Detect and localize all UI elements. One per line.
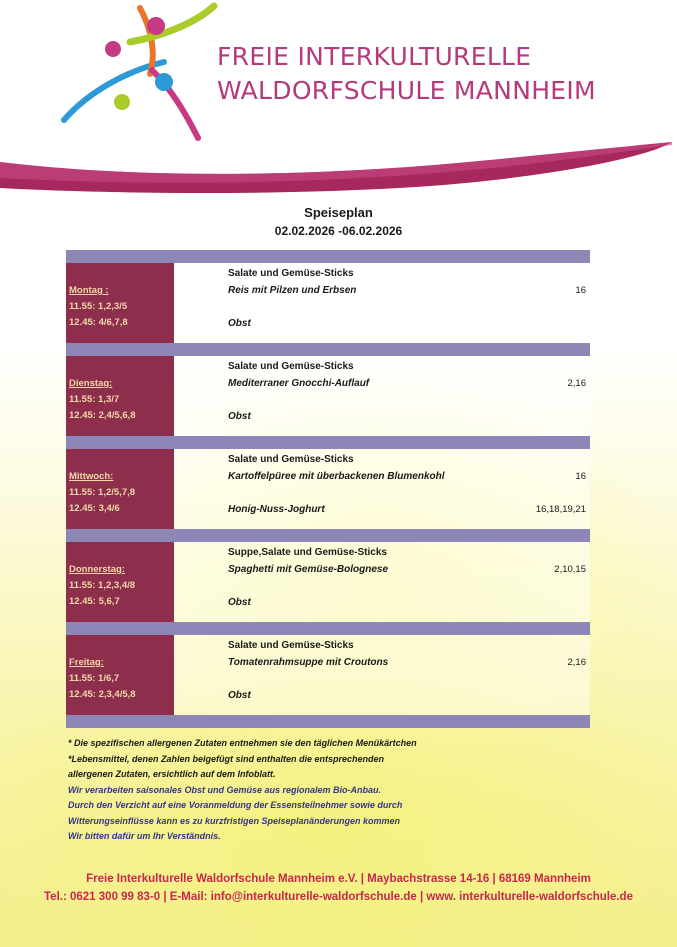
day-label-cell [66,449,174,529]
menu-dessert: Honig-Nuss-Joghurt [228,504,325,515]
day-row-montag [66,263,590,343]
header-swoosh [0,134,677,198]
note-line: *Lebensmittel, denen Zahlen beigefügt sind enthalten die entsprechenden [68,753,385,764]
day-name: Mittwoch: [69,471,114,482]
day-name: Dienstag: [69,378,113,389]
menu-dessert: Obst [228,411,251,422]
note-line: Witterungseinflüsse kann es zu kurzfristigen Speiseplanänderungen kommen [68,815,400,826]
menu-side-dish: Salate und Gemüse-Sticks [228,640,354,651]
menu-main-dish: Mediterraner Gnocchi-Auflauf [228,378,370,389]
school-name [217,40,596,108]
school-logo [52,2,222,144]
menu-main-dish: Tomatenrahmsuppe mit Croutons [228,657,389,668]
day-row-donnerstag [66,542,590,622]
day-name: Donnerstag: [69,564,125,575]
notes-section [68,736,628,845]
note-line: Durch den Verzicht auf eine Voranmeldung der Essensteilnehmer sowie durch [68,800,403,810]
allergen-codes: 16 [575,471,586,482]
day-menu-cell [174,263,590,343]
school-name-line2: WALDORFSCHULE MANNHEIM [217,76,596,105]
menu-main-dish: Reis mit Pilzen und Erbsen [228,285,357,296]
time-slot-1: 11.55: 1/6,7 [69,673,120,684]
day-name: Freitag: [69,657,104,668]
page-title: Speiseplan [304,205,373,220]
day-menu-cell [174,635,590,715]
allergen-codes: 2,10,15 [554,564,586,575]
school-name-line1: FREIE INTERKULTURELLE [217,42,532,71]
note-line: Wir bitten dafür um Ihr Verständnis. [68,831,221,841]
menu-dessert: Obst [228,597,251,608]
time-slot-1: 11.55: 1,2,3/5 [69,301,128,312]
note-line: Wir verarbeiten saisonales Obst und Gemüse aus regionalem Bio-Anbau. [68,784,382,795]
note-line: * Die spezifischen allergenen Zutaten entnehmen sie den täglichen Menükärtchen [68,738,417,748]
divider-bar [66,343,590,356]
menu-side-dish: Salate und Gemüse-Sticks [228,268,354,279]
allergen-codes: 16 [575,285,586,296]
divider-bar [66,622,590,635]
time-slot-2: 12.45: 2,3,4/5,8 [69,689,136,700]
day-name: Montag : [69,285,109,296]
note-line: allergenen Zutaten, ersichtlich auf dem Infoblatt. [68,769,276,779]
menu-side-dish: Suppe,Salate und Gemüse-Sticks [228,547,387,558]
day-row-dienstag [66,356,590,436]
menu-dessert: Obst [228,318,251,329]
day-menu-cell [174,542,590,622]
divider-bar [66,250,590,263]
menu-dessert: Obst [228,690,251,701]
footer-address: Freie Interkulturelle Waldorfschule Mannheim e.V. | Maybachstrasse 14-16 | 68169 Mannheim [86,873,591,885]
divider-bar [66,529,590,542]
divider-bar [66,436,590,449]
allergen-codes: 2,16 [567,657,586,668]
day-label-cell [66,263,174,343]
time-slot-1: 11.55: 1,3/7 [69,394,120,405]
date-range: 02.02.2026 -06.02.2026 [274,224,403,238]
menu-main-dish: Spaghetti mit Gemüse-Bolognese [228,564,389,575]
day-label-cell [66,542,174,622]
time-slot-1: 11.55: 1,2/5,7,8 [69,487,136,498]
day-menu-cell [174,449,590,529]
divider-bar [66,715,590,728]
menu-side-dish: Salate und Gemüse-Sticks [228,454,354,465]
time-slot-2: 12.45: 2,4/5,6,8 [69,410,136,421]
time-slot-2: 12.45: 3,4/6 [69,503,120,514]
time-slot-2: 12.45: 4/6,7,8 [69,317,128,328]
day-row-freitag [66,635,590,715]
day-menu-cell [174,356,590,436]
day-row-mittwoch [66,449,590,529]
menu-main-dish: Kartoffelpüree mit überbackenen Blumenkohl [228,471,445,482]
allergen-codes: 2,16 [567,378,586,389]
day-label-cell [66,356,174,436]
menu-table [66,250,590,728]
time-slot-2: 12.45: 5,6,7 [69,596,120,607]
day-label-cell [66,635,174,715]
footer-contact: Tel.: 0621 300 99 83-0 | E-Mail: info@interkulturelle-waldorfschule.de | www. interkulturelle-waldorfschule.de [44,891,633,903]
menu-side-dish: Salate und Gemüse-Sticks [228,361,354,372]
time-slot-1: 11.55: 1,2,3,4/8 [69,580,136,591]
dessert-allergen-codes: 16,18,19,21 [535,504,586,515]
